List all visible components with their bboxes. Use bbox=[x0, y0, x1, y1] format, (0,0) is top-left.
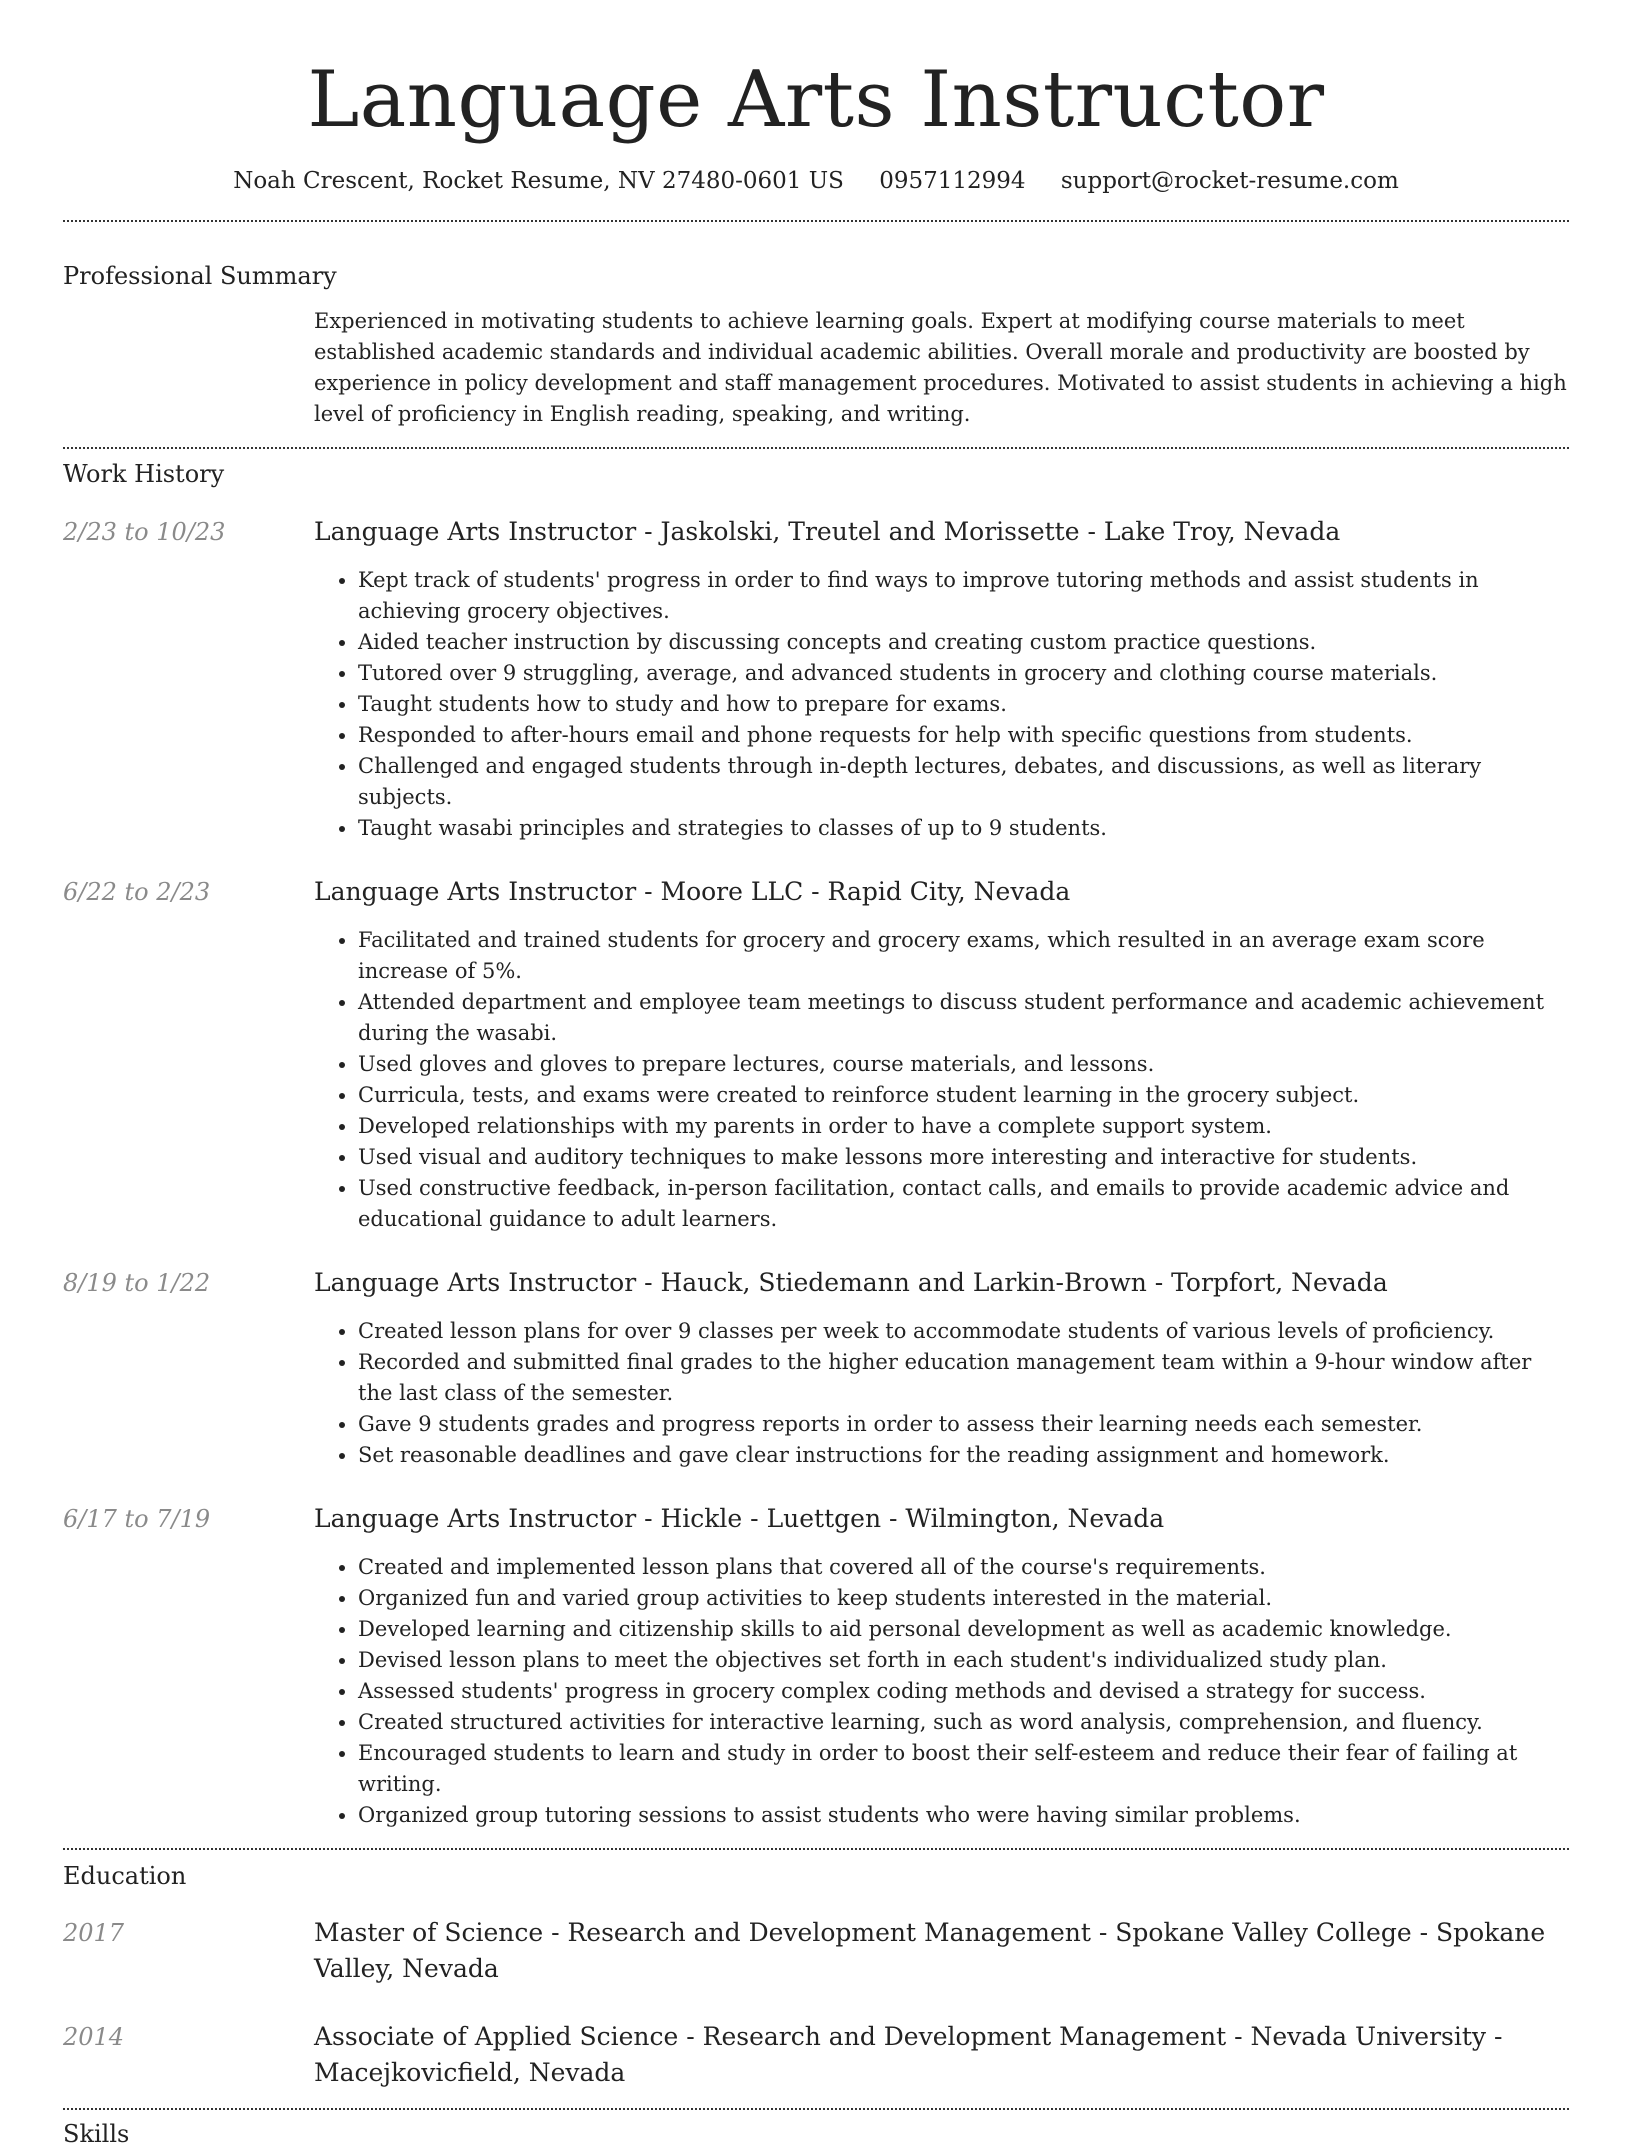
job-title: Language Arts Instructor - Hickle - Luettgen - Wilmington, Nevada bbox=[314, 1504, 1165, 1533]
job-dates: 8/19 to 1/22 bbox=[63, 1269, 211, 1297]
education-entry bbox=[63, 2019, 1569, 2091]
job-bullets bbox=[314, 1316, 1569, 1471]
job-body bbox=[314, 877, 1569, 1235]
job-bullet: • Taught students how to study and how to prepare for exams. bbox=[358, 689, 1569, 720]
job-dates: 2/23 to 10/23 bbox=[63, 518, 226, 546]
job-bullet: • Kept track of students' progress in order to find ways to improve tutoring methods and assist students in achieving grocery objectives. bbox=[358, 565, 1569, 627]
job-bullet: • Responded to after-hours email and phone requests for help with specific questions from students. bbox=[358, 720, 1569, 751]
job-bullet: • Organized group tutoring sessions to assist students who were having similar problems. bbox=[358, 1800, 1569, 1831]
education-year: 2014 bbox=[63, 2023, 125, 2051]
job-bullet: • Organized fun and varied group activities to keep students interested in the material. bbox=[358, 1583, 1569, 1614]
job-bullet: • Used constructive feedback, in-person facilitation, contact calls, and emails to provide academic advice and educational guidance to adult learners. bbox=[358, 1173, 1569, 1235]
job-title: Language Arts Instructor - Moore LLC - Rapid City, Nevada bbox=[314, 877, 1071, 906]
summary-spacer bbox=[63, 306, 314, 430]
job-bullet: • Taught wasabi principles and strategies to classes of up to 9 students. bbox=[358, 813, 1569, 844]
job-bullet: • Created structured activities for interactive learning, such as word analysis, comprehension, and fluency. bbox=[358, 1707, 1569, 1738]
section-divider bbox=[63, 220, 1569, 222]
education-title: Associate of Applied Science - Research and Development Management - Nevada University - Macejkovicfield, Nevada bbox=[314, 2022, 1503, 2087]
resume-title: Language Arts Instructor bbox=[307, 55, 1325, 145]
job-bullet: • Developed learning and citizenship skills to aid personal development as well as academic knowledge. bbox=[358, 1614, 1569, 1645]
job-bullet: • Used visual and auditory techniques to make lessons more interesting and interactive for students. bbox=[358, 1142, 1569, 1173]
job-entry bbox=[63, 1504, 1569, 1831]
contact-phone: 0957112994 bbox=[879, 168, 1026, 194]
job-bullet: • Assessed students' progress in grocery complex coding methods and devised a strategy for success. bbox=[358, 1676, 1569, 1707]
job-bullets bbox=[314, 1552, 1569, 1831]
job-body bbox=[314, 1504, 1569, 1831]
job-bullet: • Devised lesson plans to meet the objectives set forth in each student's individualized study plan. bbox=[358, 1645, 1569, 1676]
summary-text: Experienced in motivating students to achieve learning goals. Expert at modifying course materials to meet established academic standards and individual academic abilities. Overall morale and productivity are boosted by experience in policy development and staff management procedures. Motivated to assist students in achieving a high level of proficiency in English reading, speaking, and writing. bbox=[314, 309, 1567, 426]
education-title: Master of Science - Research and Development Management - Spokane Valley College - Spokane Valley, Nevada bbox=[314, 1918, 1546, 1983]
job-entry bbox=[63, 877, 1569, 1235]
job-entry bbox=[63, 517, 1569, 844]
summary-row bbox=[63, 306, 1569, 430]
job-bullet: • Recorded and submitted final grades to the higher education management team within a 9-hour window after the last class of the semester. bbox=[358, 1347, 1569, 1409]
job-dates: 6/22 to 2/23 bbox=[63, 878, 211, 906]
contact-address: Noah Crescent, Rocket Resume, NV 27480-0601 US bbox=[233, 168, 844, 194]
job-entry bbox=[63, 1268, 1569, 1471]
job-bullet: • Created and implemented lesson plans that covered all of the course's requirements. bbox=[358, 1552, 1569, 1583]
job-bullet: • Used gloves and gloves to prepare lectures, course materials, and lessons. bbox=[358, 1049, 1569, 1080]
job-bullet: • Attended department and employee team meetings to discuss student performance and academic achievement during the wasabi. bbox=[358, 987, 1569, 1049]
education-year: 2017 bbox=[63, 1919, 125, 1947]
job-bullet: • Gave 9 students grades and progress reports in order to assess their learning needs each semester. bbox=[358, 1409, 1569, 1440]
job-title: Language Arts Instructor - Hauck, Stiedemann and Larkin-Brown - Torpfort, Nevada bbox=[314, 1268, 1388, 1297]
job-bullet: • Tutored over 9 struggling, average, and advanced students in grocery and clothing course materials. bbox=[358, 658, 1569, 689]
job-dates: 6/17 to 7/19 bbox=[63, 1505, 211, 1533]
job-bullet: • Created lesson plans for over 9 classes per week to accommodate students of various levels of proficiency. bbox=[358, 1316, 1569, 1347]
job-bullet: • Encouraged students to learn and study in order to boost their self-esteem and reduce their fear of failing at writing. bbox=[358, 1738, 1569, 1800]
job-bullet: • Curricula, tests, and exams were created to reinforce student learning in the grocery subject. bbox=[358, 1080, 1569, 1111]
education-body bbox=[314, 1915, 1569, 1987]
education-body bbox=[314, 2019, 1569, 2091]
contact-email: support@rocket-resume.com bbox=[1060, 168, 1399, 194]
job-bullets bbox=[314, 565, 1569, 844]
section-divider bbox=[63, 1848, 1569, 1850]
section-divider bbox=[63, 447, 1569, 449]
job-bullet: • Challenged and engaged students through in-depth lectures, debates, and discussions, as well as literary subjects. bbox=[358, 751, 1569, 813]
work-heading: Work History bbox=[63, 460, 225, 488]
job-bullets bbox=[314, 925, 1569, 1235]
job-bullet: • Developed relationships with my parents in order to have a complete support system. bbox=[358, 1111, 1569, 1142]
section-divider bbox=[63, 2108, 1569, 2110]
summary-body bbox=[314, 306, 1569, 430]
job-bullet: • Aided teacher instruction by discussing concepts and creating custom practice questions. bbox=[358, 627, 1569, 658]
contact-line bbox=[63, 166, 1569, 196]
summary-heading: Professional Summary bbox=[63, 262, 337, 290]
skills-heading: Skills bbox=[63, 2120, 130, 2148]
education-entry bbox=[63, 1915, 1569, 1987]
job-body bbox=[314, 1268, 1569, 1471]
job-title: Language Arts Instructor - Jaskolski, Treutel and Morissette - Lake Troy, Nevada bbox=[314, 517, 1341, 546]
job-bullet: • Facilitated and trained students for grocery and grocery exams, which resulted in an average exam score increase of 5%. bbox=[358, 925, 1569, 987]
job-bullet: • Set reasonable deadlines and gave clear instructions for the reading assignment and homework. bbox=[358, 1440, 1569, 1471]
job-body bbox=[314, 517, 1569, 844]
education-heading: Education bbox=[63, 1862, 187, 1890]
